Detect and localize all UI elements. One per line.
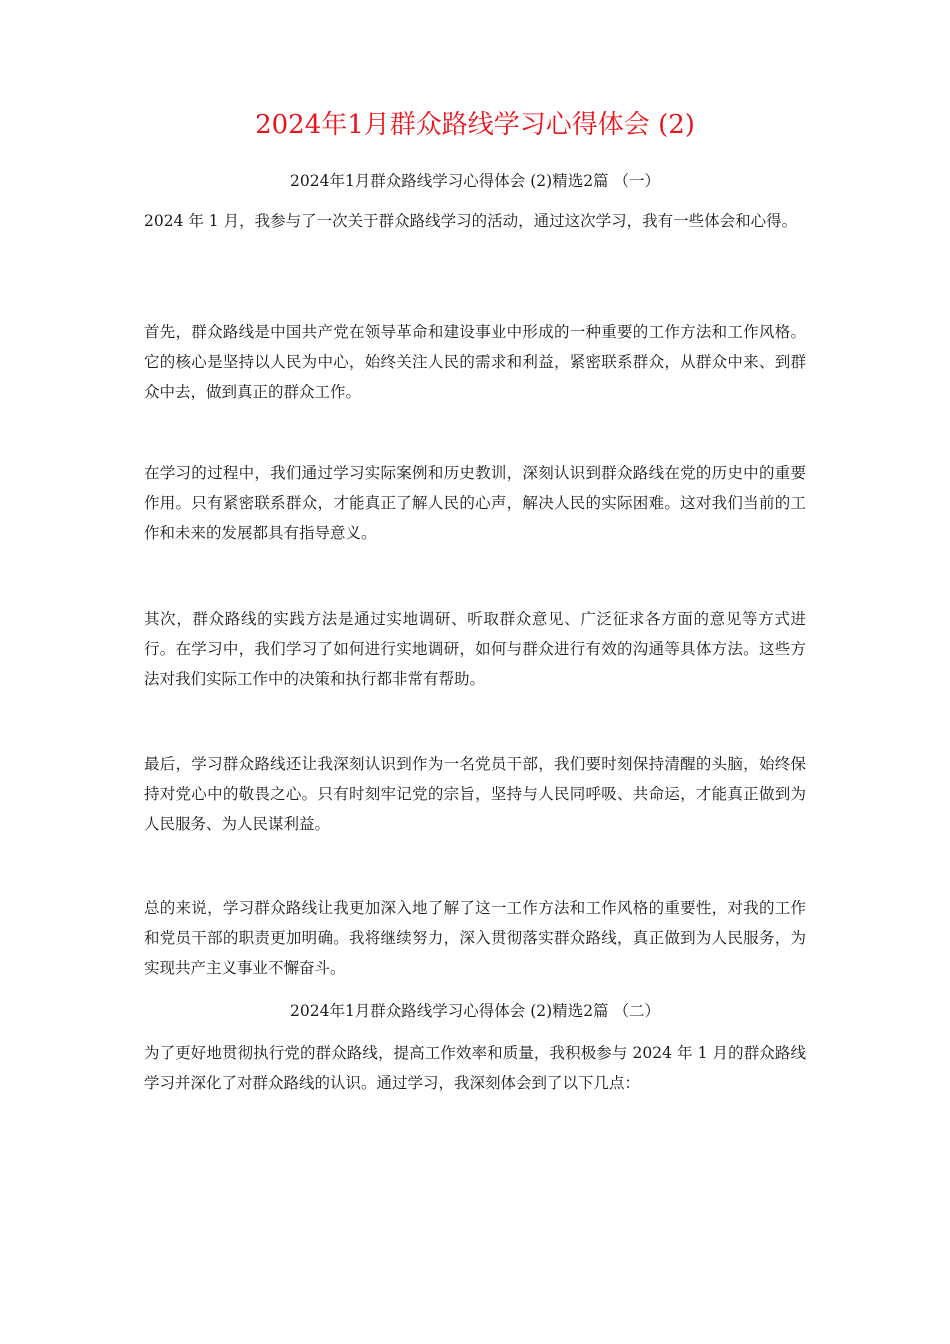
section-heading-2: 2024年1月群众路线学习心得体会 (2)精选2篇 （二）: [290, 1002, 660, 1020]
paragraph-1-6: 总的来说，学习群众路线让我更加深入地了解了这一工作方法和工作风格的重要性，对我的工作和党员干部的职责更加明确。我将继续努力，深入贯彻落实群众路线，真正做到为人民服务，为实现共产主义事业不懈奋斗。: [144, 899, 806, 977]
section-heading-1: 2024年1月群众路线学习心得体会 (2)精选2篇 （一）: [290, 172, 660, 190]
paragraph-1-5: 最后，学习群众路线还让我深刻认识到作为一名党员干部，我们要时刻保持清醒的头脑，始终保持对党心中的敬畏之心。只有时刻牢记党的宗旨，坚持与人民同呼吸、共命运，才能真正做到为人民服务、为人民谋利益。: [144, 755, 806, 833]
paragraph-1-4: 其次，群众路线的实践方法是通过实地调研、听取群众意见、广泛征求各方面的意见等方式进行。在学习中，我们学习了如何进行实地调研，如何与群众进行有效的沟通等具体方法。这些方法对我们实际工作中的决策和执行都非常有帮助。: [144, 610, 806, 688]
paragraph-2-1: 为了更好地贯彻执行党的群众路线，提高工作效率和质量，我积极参与 2024 年 1 月的群众路线学习并深化了对群众路线的认识。通过学习，我深刻体会到了以下几点：: [144, 1044, 806, 1092]
paragraph-1-3: 在学习的过程中，我们通过学习实际案例和历史教训，深刻认识到群众路线在党的历史中的重要作用。只有紧密联系群众，才能真正了解人民的心声，解决人民的实际困难。这对我们当前的工作和未来的发展都具有指导意义。: [144, 464, 806, 542]
paragraph-1-2: 首先，群众路线是中国共产党在领导革命和建设事业中形成的一种重要的工作方法和工作风格。它的核心是坚持以人民为中心，始终关注人民的需求和利益，紧密联系群众，从群众中来、到群众中去，做到真正的群众工作。: [144, 323, 806, 401]
paragraph-1-1: 2024 年 1 月，我参与了一次关于群众路线学习的活动，通过这次学习，我有一些体会和心得。: [144, 212, 798, 230]
document-title: 2024年1月群众路线学习心得体会 (2): [255, 110, 695, 140]
